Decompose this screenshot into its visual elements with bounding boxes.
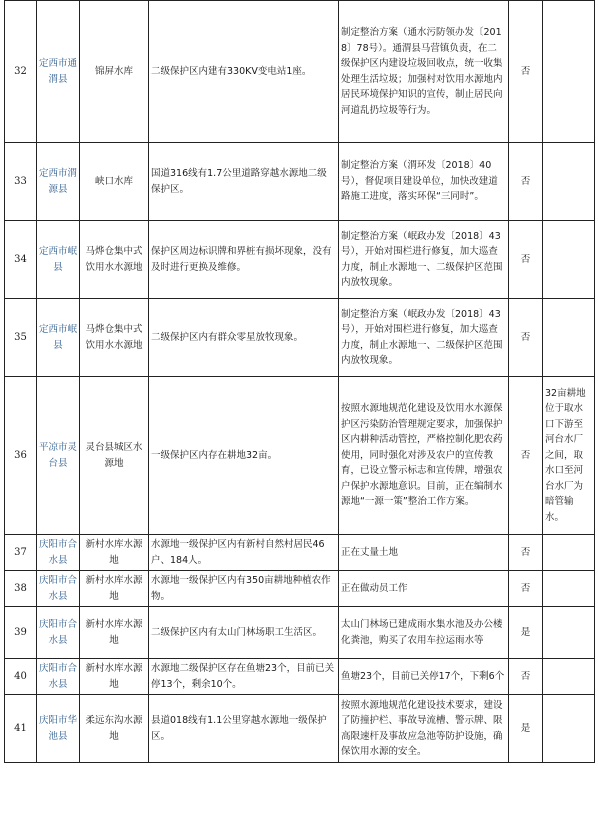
- county-cell: 庆阳市合水县: [37, 607, 80, 659]
- completed-cell: 否: [509, 659, 543, 695]
- problem-cell: 国道316线有1.7公里道路穿越水源地二级保护区。: [149, 143, 339, 221]
- problem-cell: 水源地二级保护区存在鱼塘23个，目前已关停13个，剩余10个。: [149, 659, 339, 695]
- problem-cell: 保护区周边标识牌和界桩有损坏现象，没有及时进行更换及维修。: [149, 221, 339, 299]
- note-cell: [543, 221, 595, 299]
- measure-cell: 制定整治方案（通水污防领办发〔2018〕78号）。通渭县马营镇负责，在二级保护区内建设垃圾回收点，统一收集处理生活垃圾；加强村对饮用水源地内居民环境保护知识的宣传，制止居民向河道乱扔垃圾等行为。: [339, 1, 509, 143]
- measure-cell: 制定整治方案（岷政办发〔2018〕43号），开始对围栏进行修复，加大巡查力度，制止水源地一、二级保护区范围内放牧现象。: [339, 221, 509, 299]
- note-cell: 32亩耕地位于取水口下游至河台水厂之间，取水口至河台水厂为暗管输水。: [543, 377, 595, 535]
- water-source-cell: 马烨仓集中式饮用水水源地: [80, 299, 149, 377]
- table-body: [5, 1, 595, 763]
- water-source-cell: 新村水库水源地: [80, 659, 149, 695]
- note-cell: [543, 695, 595, 763]
- completed-cell: 否: [509, 299, 543, 377]
- completed-cell: 否: [509, 1, 543, 143]
- problem-cell: 二级保护区内有太山门林场职工生活区。: [149, 607, 339, 659]
- note-cell: [543, 535, 595, 571]
- water-source-cell: 马烨仓集中式饮用水水源地: [80, 221, 149, 299]
- measure-cell: 制定整治方案（岷政办发〔2018〕43号），开始对围栏进行修复，加大巡查力度，制止水源地一、二级保护区范围内放牧现象。: [339, 299, 509, 377]
- row-number: 38: [5, 571, 37, 607]
- row-number: 41: [5, 695, 37, 763]
- measure-cell: 按照水源地规范化建设及饮用水水源保护区污染防治管理规定要求，加强保护区内耕种活动管控，严格控制化肥农药使用，同时强化对涉及农户的宣传教育，已设立警示标志和宣传牌，增强农户保护水源地意识。目前，正在编制水源地“一源一策”整治工作方案。: [339, 377, 509, 535]
- county-cell: 平凉市灵台县: [37, 377, 80, 535]
- row-number: 37: [5, 535, 37, 571]
- rectification-table: [4, 0, 595, 763]
- table-row: [5, 571, 595, 607]
- problem-cell: 水源地一级保护区内有新村自然村居民46户、184人。: [149, 535, 339, 571]
- table-row: [5, 659, 595, 695]
- note-cell: [543, 143, 595, 221]
- water-source-cell: 新村水库水源地: [80, 607, 149, 659]
- note-cell: [543, 607, 595, 659]
- completed-cell: 否: [509, 571, 543, 607]
- note-cell: [543, 299, 595, 377]
- table-row: [5, 695, 595, 763]
- measure-cell: 正在丈量土地: [339, 535, 509, 571]
- county-cell: 定西市岷县: [37, 221, 80, 299]
- row-number: 32: [5, 1, 37, 143]
- row-number: 34: [5, 221, 37, 299]
- note-cell: [543, 659, 595, 695]
- table-row: [5, 377, 595, 535]
- county-cell: 庆阳市合水县: [37, 659, 80, 695]
- row-number: 40: [5, 659, 37, 695]
- problem-cell: 一级保护区内存在耕地32亩。: [149, 377, 339, 535]
- county-cell: 定西市通渭县: [37, 1, 80, 143]
- table-row: [5, 221, 595, 299]
- row-number: 36: [5, 377, 37, 535]
- problem-cell: 二级保护区内有群众零星放牧现象。: [149, 299, 339, 377]
- row-number: 39: [5, 607, 37, 659]
- water-source-cell: 柔远东沟水源地: [80, 695, 149, 763]
- measure-cell: 正在做动员工作: [339, 571, 509, 607]
- completed-cell: 否: [509, 221, 543, 299]
- measure-cell: 鱼塘23个，目前已关停17个，下剩6个: [339, 659, 509, 695]
- water-source-cell: 新村水库水源地: [80, 535, 149, 571]
- county-cell: 定西市渭源县: [37, 143, 80, 221]
- water-source-cell: 灵台县城区水源地: [80, 377, 149, 535]
- county-cell: 庆阳市合水县: [37, 535, 80, 571]
- table-row: [5, 607, 595, 659]
- table-row: [5, 299, 595, 377]
- problem-cell: 二级保护区内建有330KV变电站1座。: [149, 1, 339, 143]
- completed-cell: 否: [509, 535, 543, 571]
- measure-cell: 太山门林场已建成雨水集水池及办公楼化粪池，购买了农用车拉运雨水等: [339, 607, 509, 659]
- note-cell: [543, 571, 595, 607]
- table-row: [5, 535, 595, 571]
- completed-cell: 是: [509, 695, 543, 763]
- completed-cell: 否: [509, 143, 543, 221]
- completed-cell: 是: [509, 607, 543, 659]
- problem-cell: 水源地一级保护区内有350亩耕地种植农作物。: [149, 571, 339, 607]
- water-source-cell: 峡口水库: [80, 143, 149, 221]
- completed-cell: 否: [509, 377, 543, 535]
- problem-cell: 县道018线有1.1公里穿越水源地一级保护区。: [149, 695, 339, 763]
- county-cell: 定西市岷县: [37, 299, 80, 377]
- note-cell: [543, 1, 595, 143]
- county-cell: 庆阳市华池县: [37, 695, 80, 763]
- row-number: 35: [5, 299, 37, 377]
- county-cell: 庆阳市合水县: [37, 571, 80, 607]
- row-number: 33: [5, 143, 37, 221]
- measure-cell: 按照水源地规范化建设技术要求，建设了防撞护栏、事故导流槽、警示牌、限高限速杆及事故应急池等防护设施，确保饮用水源的安全。: [339, 695, 509, 763]
- table-row: [5, 1, 595, 143]
- table-row: [5, 143, 595, 221]
- measure-cell: 制定整治方案（渭环发〔2018〕40号），督促项目建设单位，加快改建道路施工进度，落实环保“三同时”。: [339, 143, 509, 221]
- water-source-cell: 锦屏水库: [80, 1, 149, 143]
- water-source-cell: 新村水库水源地: [80, 571, 149, 607]
